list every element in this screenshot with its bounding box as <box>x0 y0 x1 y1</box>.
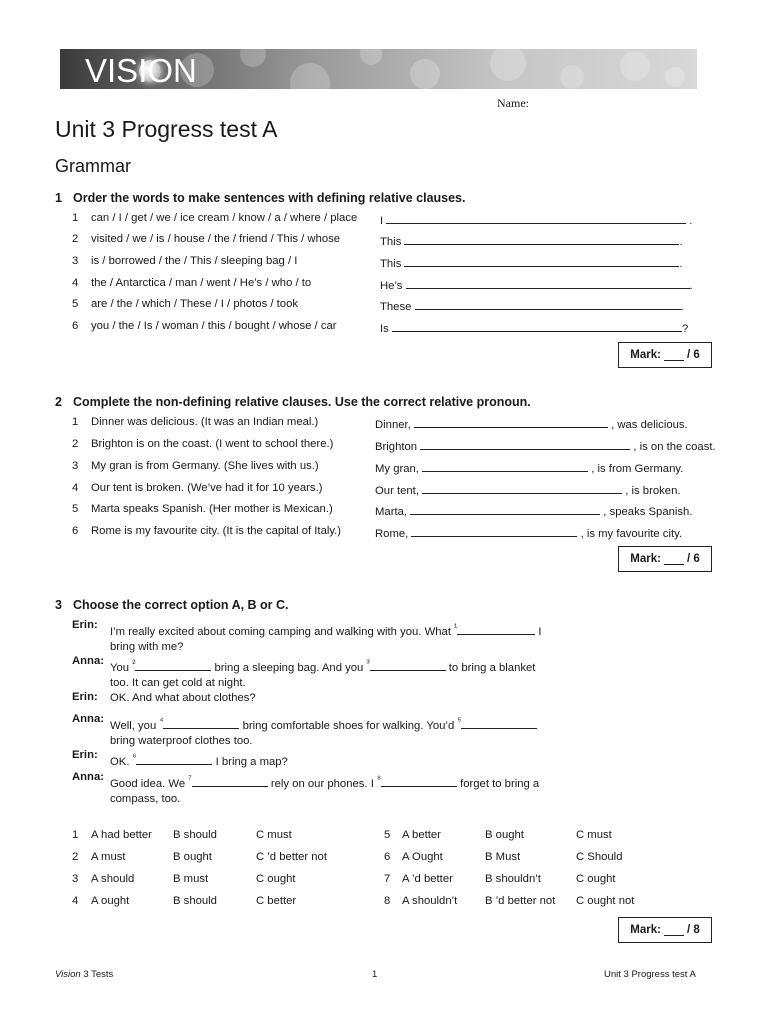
source-sentences: Brighton is on the coast. (I went to school there.) <box>91 438 334 450</box>
answer-row <box>380 212 692 227</box>
option-b[interactable]: B must <box>173 873 209 885</box>
answer-row <box>375 503 692 518</box>
dialogue-text: forget to bring a <box>456 777 540 790</box>
vision-logo: VISION <box>85 52 197 89</box>
answer-end: . <box>679 236 683 248</box>
answer-row <box>375 482 681 497</box>
mark-blank[interactable] <box>664 924 684 936</box>
q3-mark-box <box>618 917 712 943</box>
option-a[interactable]: A ought <box>91 895 130 907</box>
item-number: 4 <box>72 277 79 289</box>
answer-blank[interactable] <box>404 255 679 267</box>
item-number: 3 <box>72 460 79 472</box>
answer-start: These <box>380 301 412 313</box>
word-prompt: the / Antarctica / man / went / He’s / who / to <box>91 277 312 289</box>
page-title: Unit 3 Progress test A <box>55 116 278 142</box>
option-number: 3 <box>72 873 79 885</box>
speaker-label: Erin: <box>72 619 98 631</box>
item-number: 5 <box>72 503 79 515</box>
answer-row <box>380 255 683 270</box>
dialogue-line <box>110 771 590 807</box>
answer-start: Rome, <box>375 528 409 540</box>
answer-end: , is from Germany. <box>591 463 684 475</box>
q2-mark-box <box>618 546 712 572</box>
option-c[interactable]: C Should <box>576 851 623 863</box>
answer-blank[interactable] <box>404 233 679 245</box>
item-number: 1 <box>72 416 79 428</box>
answer-row <box>380 298 684 313</box>
item-number: 2 <box>72 233 79 245</box>
mark-total: / 8 <box>686 924 700 936</box>
dialogue-text: I <box>535 625 542 638</box>
gap-blank[interactable] <box>461 717 537 729</box>
mark-blank[interactable] <box>664 349 684 361</box>
option-number: 5 <box>384 829 391 841</box>
option-b[interactable]: B should <box>173 895 217 907</box>
answer-blank[interactable] <box>414 416 608 428</box>
item-number: 2 <box>72 438 79 450</box>
source-sentences: Our tent is broken. (We’ve had it for 10 years.) <box>91 482 323 494</box>
answer-start: Our tent, <box>375 485 419 497</box>
answer-start: My gran, <box>375 463 419 475</box>
answer-row <box>375 438 716 453</box>
gap-number: ⁸ <box>376 773 381 784</box>
dialogue-text: rely on our phones. I <box>267 777 377 790</box>
q1-mark-box <box>618 342 712 368</box>
q3-number: 3 <box>55 598 62 612</box>
q3-instruction: Choose the correct option A, B or C. <box>73 598 289 612</box>
option-c[interactable]: C ought <box>256 873 296 885</box>
option-number: 4 <box>72 895 79 907</box>
q1-instruction: Order the words to make sentences with defining relative clauses. <box>73 191 466 205</box>
answer-end: . <box>689 215 693 227</box>
gap-blank[interactable] <box>163 717 239 729</box>
gap-blank[interactable] <box>457 623 535 635</box>
source-sentences: Rome is my favourite city. (It is the capital of Italy.) <box>91 525 342 537</box>
speaker-label: Erin: <box>72 749 98 761</box>
option-c[interactable]: C must <box>576 829 612 841</box>
dialogue-text: OK. <box>110 755 133 768</box>
option-c[interactable]: C ought not <box>576 895 635 907</box>
answer-blank[interactable] <box>406 277 690 289</box>
gap-number: ⁷ <box>188 773 192 784</box>
gap-blank[interactable] <box>192 775 268 787</box>
answer-row <box>375 525 682 540</box>
dialogue-text: I bring a map? <box>212 755 288 768</box>
option-a[interactable]: A must <box>91 851 126 863</box>
answer-row <box>375 416 688 431</box>
word-prompt: you / the / Is / woman / this / bought / whose / car <box>91 320 337 332</box>
item-number: 5 <box>72 298 79 310</box>
gap-blank[interactable] <box>135 659 211 671</box>
answer-end: . <box>680 301 684 313</box>
option-b[interactable]: B should <box>173 829 217 841</box>
answer-blank[interactable] <box>422 460 588 472</box>
item-number: 1 <box>72 212 79 224</box>
option-b[interactable]: B ’d better not <box>485 895 556 907</box>
answer-end: , is broken. <box>625 485 681 497</box>
answer-row <box>375 460 683 475</box>
dialogue-text: bring a sleeping bag. And you <box>211 661 367 674</box>
answer-end: . <box>689 280 693 292</box>
option-b[interactable]: B Must <box>485 851 521 863</box>
option-number: 8 <box>384 895 391 907</box>
gap-number: ⁵ <box>457 715 462 726</box>
item-number: 6 <box>72 320 79 332</box>
dialogue-line <box>110 655 590 691</box>
dialogue-text: to bring a blanket <box>445 661 536 674</box>
dialogue-text: I’m really excited about coming camping and walking with you. What <box>110 625 455 638</box>
answer-blank[interactable] <box>410 503 600 515</box>
option-a[interactable]: A had better <box>91 829 152 841</box>
page-number: 1 <box>372 969 378 980</box>
gap-blank[interactable] <box>370 659 446 671</box>
mark-total: / 6 <box>686 553 700 565</box>
answer-start: Marta, <box>375 506 408 518</box>
q2-instruction: Complete the non-defining relative clauses. Use the correct relative pronoun. <box>73 395 531 409</box>
answer-blank[interactable] <box>415 298 681 310</box>
mark-label: Mark: <box>630 553 661 565</box>
option-a[interactable]: A ’d better <box>402 873 453 885</box>
mark-label: Mark: <box>630 349 661 361</box>
answer-blank[interactable] <box>386 212 686 224</box>
answer-start: Dinner, <box>375 419 411 431</box>
speaker-label: Anna: <box>72 655 105 667</box>
name-label: Name: <box>497 96 529 110</box>
gap-blank[interactable] <box>381 775 457 787</box>
answer-end: , is my favourite city. <box>580 528 683 540</box>
item-number: 4 <box>72 482 79 494</box>
dialogue-text: OK. And what about clothes? <box>110 692 256 704</box>
option-b[interactable]: B shouldn’t <box>485 873 541 885</box>
mark-label: Mark: <box>630 924 661 936</box>
gap-blank[interactable] <box>136 753 212 765</box>
dialogue-text: bring waterproof clothes too. <box>110 734 253 747</box>
answer-start: I <box>380 215 384 227</box>
dialogue-line <box>110 749 590 770</box>
dialogue-text: Good idea. We <box>110 777 189 790</box>
gap-number: ⁶ <box>132 751 137 762</box>
answer-start: Is <box>380 323 389 335</box>
option-number: 7 <box>384 873 391 885</box>
footer-right: Unit 3 Progress test A <box>604 969 696 980</box>
answer-end: , is on the coast. <box>633 441 716 453</box>
dialogue-text: bring comfortable shoes for walking. You’d <box>239 719 458 732</box>
option-b[interactable]: B ought <box>485 829 524 841</box>
answer-end: ? <box>681 323 689 335</box>
option-number: 6 <box>384 851 391 863</box>
speaker-label: Anna: <box>72 771 105 783</box>
item-number: 6 <box>72 525 79 537</box>
option-number: 2 <box>72 851 79 863</box>
option-c[interactable]: C ought <box>576 873 616 885</box>
word-prompt: is / borrowed / the / This / sleeping bag / I <box>91 255 298 267</box>
dialogue-line <box>110 713 590 749</box>
dialogue-line <box>110 691 590 706</box>
answer-blank[interactable] <box>392 320 682 332</box>
answer-start: Brighton <box>375 441 418 453</box>
option-c[interactable]: C ’d better not <box>256 851 327 863</box>
answer-blank[interactable] <box>420 438 630 450</box>
word-prompt: are / the / which / These / I / photos / took <box>91 298 299 310</box>
answer-end: , was delicious. <box>611 419 688 431</box>
gap-number: ² <box>132 657 136 668</box>
footer-left <box>55 969 113 980</box>
dialogue-text: bring with me? <box>110 640 184 653</box>
word-prompt: can / I / get / we / ice cream / know / a / where / place <box>91 212 358 224</box>
q2-number: 2 <box>55 395 62 409</box>
mark-total: / 6 <box>686 349 700 361</box>
footer-text: 3 Tests <box>80 969 114 980</box>
dialogue-text: too. It can get cold at night. <box>110 676 246 689</box>
gap-number: ³ <box>366 657 370 668</box>
option-number: 1 <box>72 829 79 841</box>
source-sentences: My gran is from Germany. (She lives with us.) <box>91 460 319 472</box>
item-number: 3 <box>72 255 79 267</box>
answer-blank[interactable] <box>422 482 622 494</box>
option-b[interactable]: B ought <box>173 851 212 863</box>
answer-row <box>380 233 683 248</box>
option-a[interactable]: A shouldn’t <box>402 895 458 907</box>
option-a[interactable]: A better <box>402 829 441 841</box>
q1-number: 1 <box>55 191 62 205</box>
answer-row <box>380 277 693 292</box>
answer-start: This <box>380 236 402 248</box>
word-prompt: visited / we / is / house / the / friend / This / whose <box>91 233 341 245</box>
answer-start: He’s <box>380 280 403 292</box>
section-heading: Grammar <box>55 156 131 176</box>
mark-blank[interactable] <box>664 553 684 565</box>
option-c[interactable]: C must <box>256 829 292 841</box>
speaker-label: Erin: <box>72 691 98 703</box>
answer-blank[interactable] <box>411 525 577 537</box>
dialogue-line <box>110 619 590 655</box>
answer-end: , speaks Spanish. <box>603 506 693 518</box>
answer-start: This <box>380 258 402 270</box>
answer-row <box>380 320 688 335</box>
speaker-label: Anna: <box>72 713 105 725</box>
option-c[interactable]: C better <box>256 895 297 907</box>
source-sentences: Marta speaks Spanish. (Her mother is Mexican.) <box>91 503 333 515</box>
dialogue-text: compass, too. <box>110 792 181 805</box>
dialogue-text: Well, you <box>110 719 160 732</box>
answer-end: . <box>679 258 683 270</box>
gap-number: ⁴ <box>159 715 164 726</box>
option-a[interactable]: A should <box>91 873 135 885</box>
gap-number: ¹ <box>454 621 458 632</box>
source-sentences: Dinner was delicious. (It was an Indian meal.) <box>91 416 319 428</box>
footer-brand: Vision <box>55 969 81 980</box>
option-a[interactable]: A Ought <box>402 851 443 863</box>
dialogue-text: You <box>110 661 133 674</box>
